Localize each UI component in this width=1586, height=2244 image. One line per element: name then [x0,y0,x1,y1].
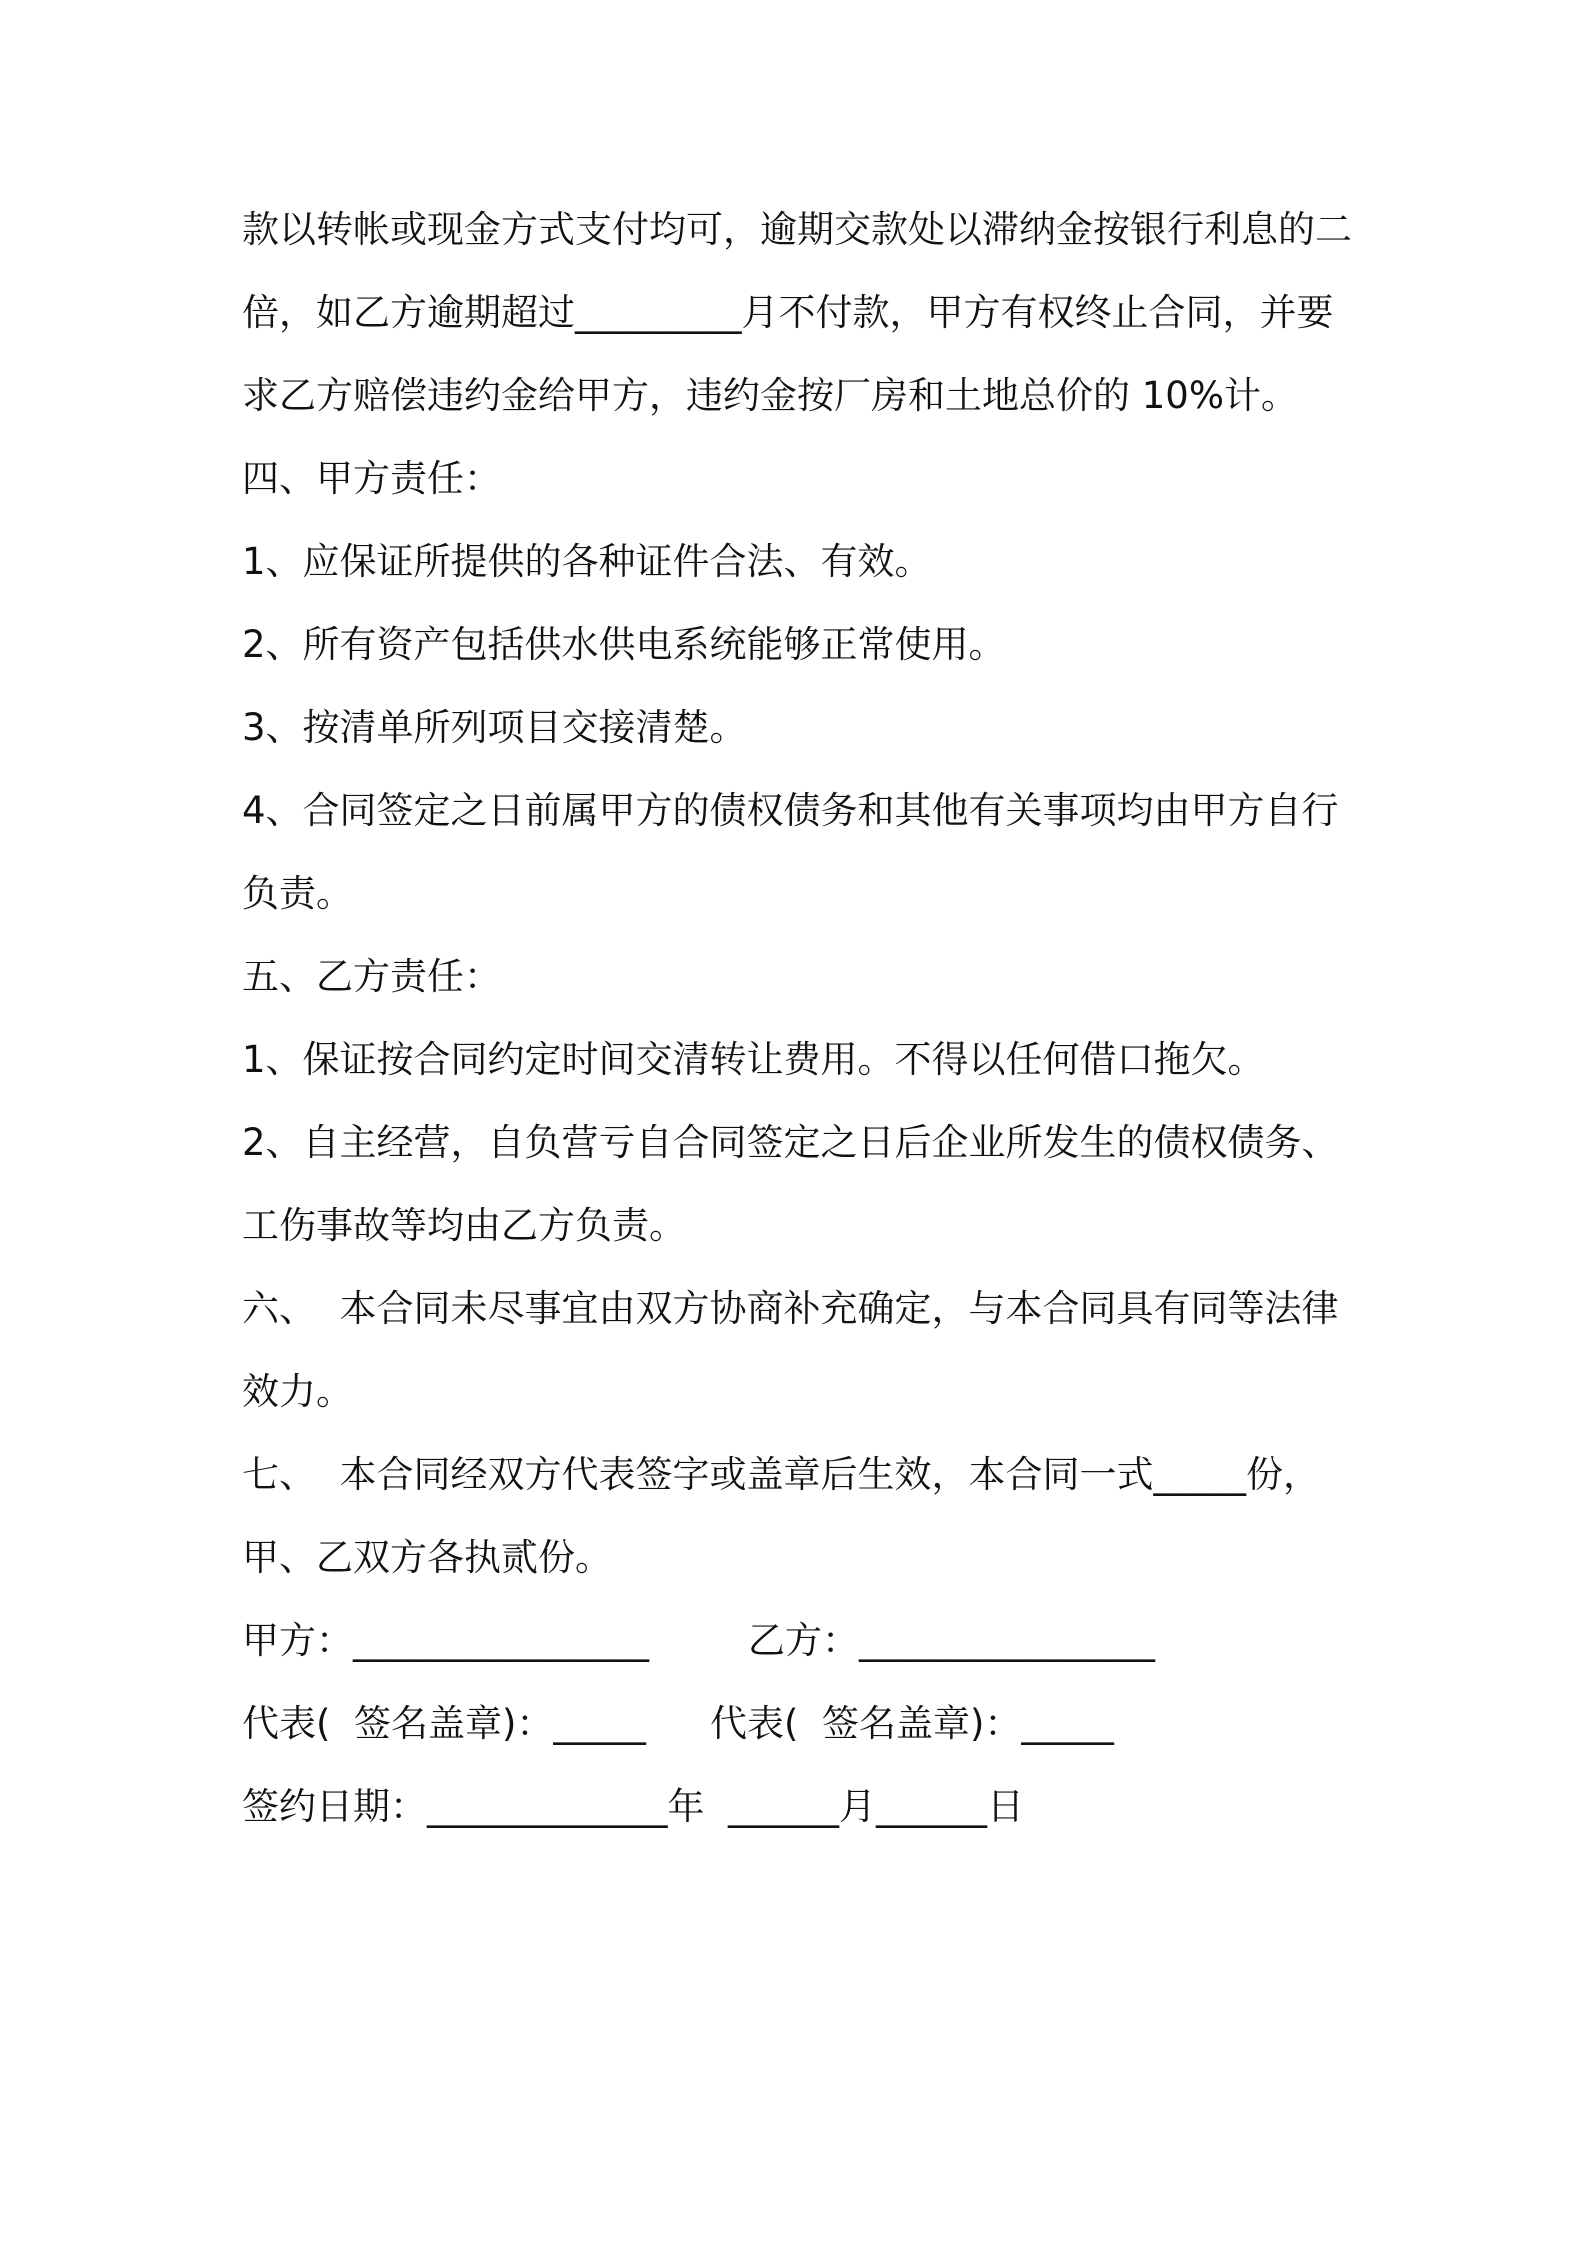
list-item-continuation: 工伤事故等均由乙方负责。 [242,1204,686,1247]
list-item: 4、合同签定之日前属甲方的债权债务和其他有关事项均由甲方自行 [242,789,1339,832]
list-item: 3、按清单所列项目交接清楚。 [242,706,747,749]
party-b-signature-field: 乙方：________________ [748,1619,1155,1662]
list-item-continuation: 负责。 [242,872,353,915]
party-a-representative-field: 代表( 签名盖章)：_____ [242,1702,646,1745]
section-paragraph: 六、 本合同未尽事宜由双方协商补充确定，与本合同具有同等法律 [242,1287,1339,1330]
paragraph-line: 倍，如乙方逾期超过_________月不付款，甲方有权终止合同，并要 [242,291,1334,334]
party-a-signature-field: 甲方：________________ [242,1619,649,1662]
section-paragraph-continuation: 效力。 [242,1370,353,1413]
paragraph-line: 款以转帐或现金方式支付均可，逾期交款处以滞纳金按银行利息的二 [242,208,1352,251]
list-item: 1、保证按合同约定时间交清转让费用。不得以任何借口拖欠。 [242,1038,1265,1081]
list-item: 2、自主经营，自负营亏自合同签定之日后企业所发生的债权债务、 [242,1121,1339,1164]
list-item: 1、应保证所提供的各种证件合法、有效。 [242,540,932,583]
party-b-representative-field: 代表( 签名盖章)：_____ [710,1702,1114,1745]
signing-date-field: 签约日期：_____________年 ______月______日 [242,1785,1025,1828]
section-paragraph: 七、 本合同经双方代表签字或盖章后生效，本合同一式_____份， [242,1453,1321,1496]
list-item: 2、所有资产包括供水供电系统能够正常使用。 [242,623,1006,666]
paragraph-line: 求乙方赔偿违约金给甲方，违约金按厂房和土地总价的 10%计。 [242,374,1298,417]
section-heading: 五、乙方责任： [242,955,501,998]
section-paragraph-continuation: 甲、乙双方各执贰份。 [242,1536,612,1579]
section-heading: 四、甲方责任： [242,457,501,500]
